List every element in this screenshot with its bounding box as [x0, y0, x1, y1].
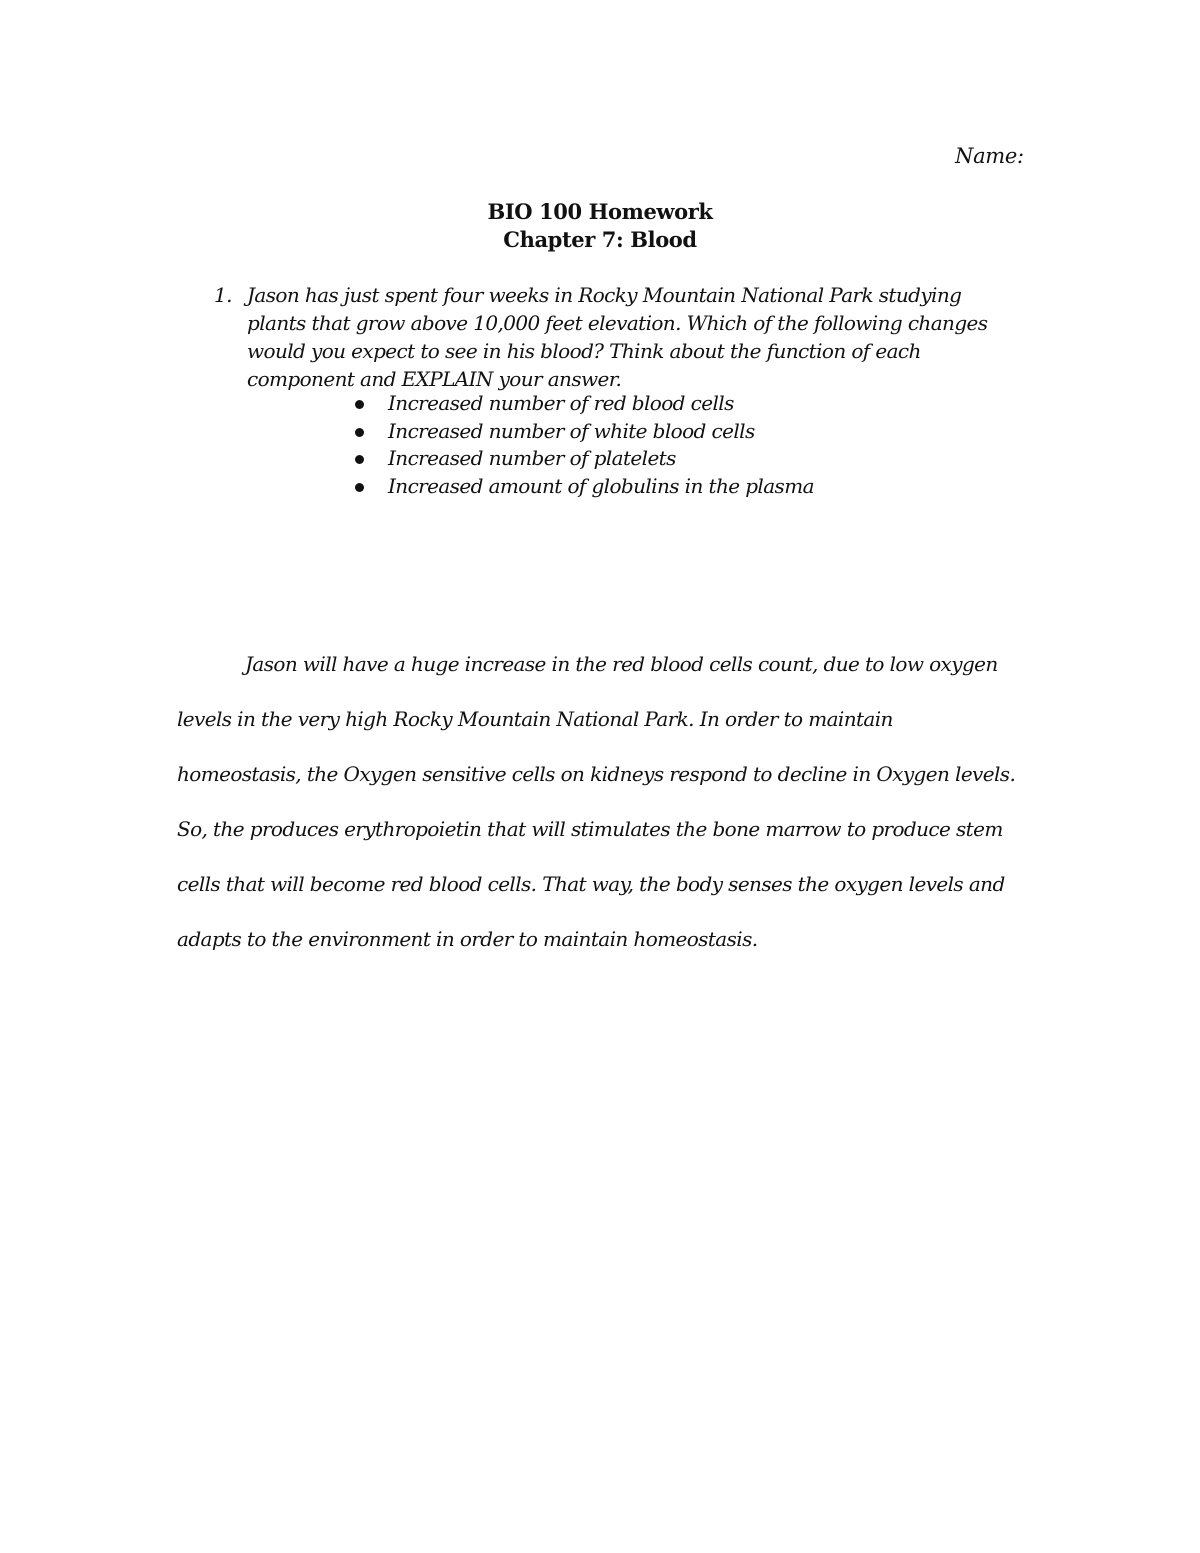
answer-line: levels in the very high Rocky Mountain National Park. In order to maintain	[177, 707, 893, 731]
title-course: BIO 100 Homework	[487, 199, 713, 224]
list-item	[355, 390, 814, 418]
answer-options-list	[355, 390, 814, 500]
option-text: Increased number of red blood cells	[388, 391, 734, 415]
question-line: Jason has just spent four weeks in Rocky Mountain National Park studying	[247, 283, 962, 307]
question-line: would you expect to see in his blood? Think about the function of each	[247, 339, 921, 363]
title-chapter: Chapter 7: Blood	[503, 227, 697, 252]
answer-line: So, the produces erythropoietin that will stimulates the bone marrow to produce stem	[177, 817, 1003, 841]
list-item	[355, 418, 814, 446]
bullet-icon	[355, 483, 364, 492]
bullet-icon	[355, 455, 364, 464]
bullet-icon	[355, 428, 364, 437]
answer-line: Jason will have a huge increase in the red blood cells count, due to low oxygen	[245, 652, 998, 676]
question-number: 1.	[214, 283, 232, 307]
option-text: Increased amount of globulins in the plasma	[388, 473, 814, 498]
option-text: Increased number of white blood cells	[388, 418, 755, 443]
document-title	[0, 198, 1200, 254]
list-item	[355, 445, 814, 473]
answer-line: adapts to the environment in order to maintain homeostasis.	[177, 927, 758, 951]
question-text	[247, 281, 1007, 393]
answer-line: cells that will become red blood cells. That way, the body senses the oxygen levels and	[177, 872, 1005, 896]
bullet-icon	[355, 400, 364, 409]
option-text: Increased number of platelets	[388, 446, 676, 470]
list-item	[355, 473, 814, 501]
name-label: Name:	[955, 144, 1024, 168]
answer-paragraph	[177, 637, 1037, 967]
question-line: plants that grow above 10,000 feet elevation. Which of the following changes	[247, 311, 988, 335]
question-line: component and EXPLAIN your answer.	[247, 367, 622, 391]
answer-line: homeostasis, the Oxygen sensitive cells on kidneys respond to decline in Oxygen levels.	[177, 762, 1016, 786]
